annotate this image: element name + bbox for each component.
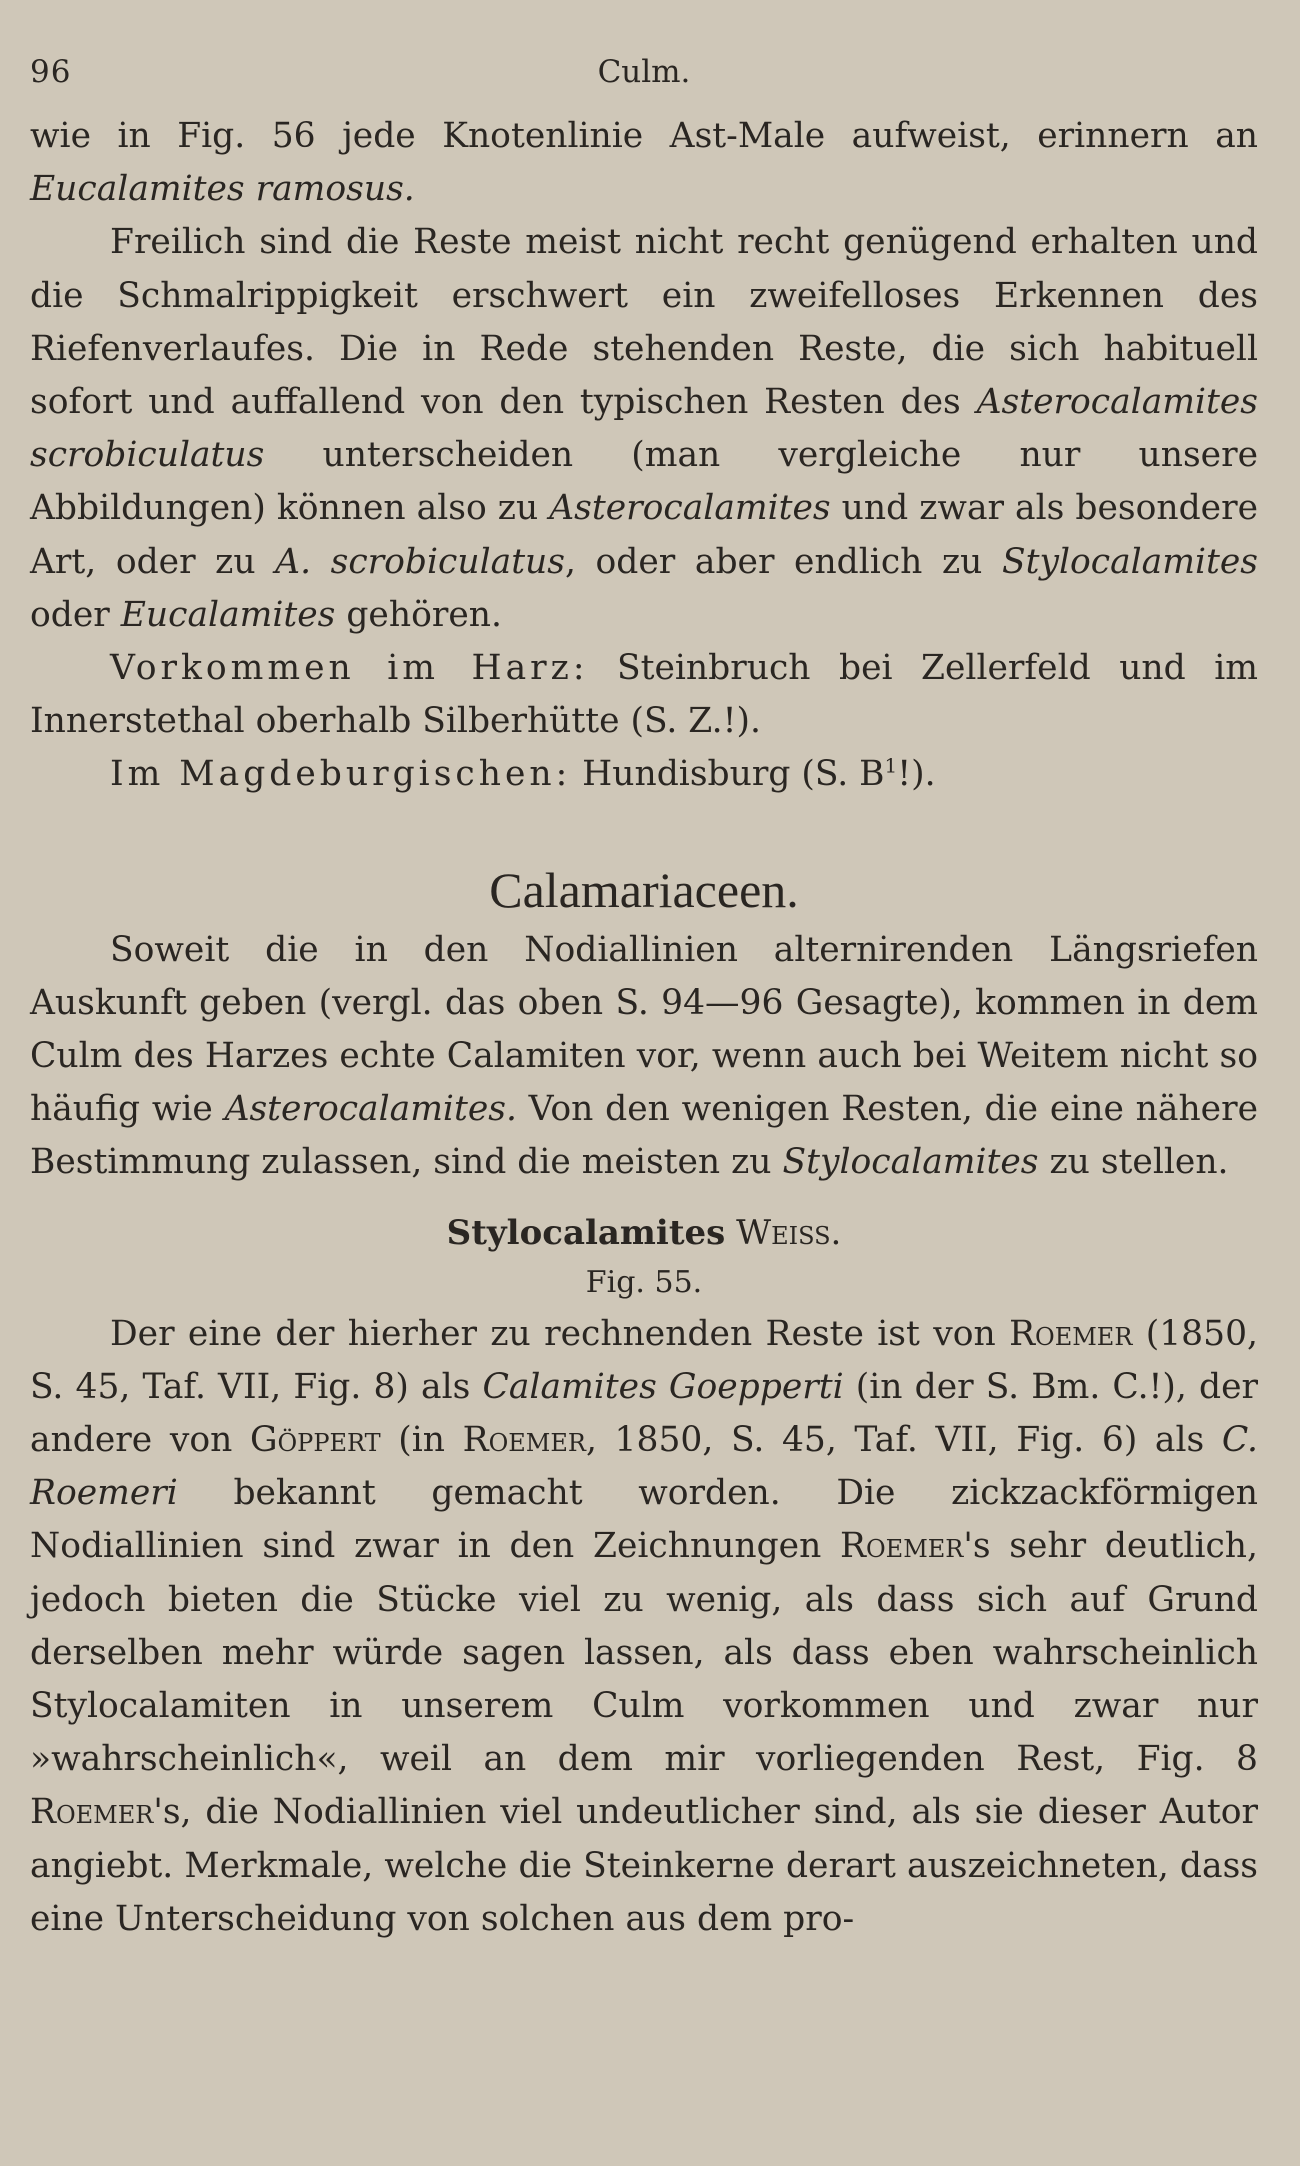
text-run: gehören.: [335, 594, 502, 635]
text-run: zu stellen.: [1038, 1142, 1229, 1183]
genus-name: Stylocalamites: [446, 1212, 726, 1253]
text-run: Von den wenigen Resten, die eine nähere Bestimmung zulassen, sind die meisten zu: [30, 1089, 1258, 1183]
subsection-title: [30, 1208, 1258, 1258]
text-run: wie in Fig. 56 jede Knotenlinie Ast-Male aufweist, erinnern an: [30, 116, 1258, 156]
text-run: Steinbruch bei Zellerfeld und im Innerstethal oberhalb Silberhütte (S. Z.!).: [30, 648, 1258, 742]
text-run: 's sehr deutlich, jedoch bieten die Stücke viel zu wenig, als dass sich auf Grund derselben mehr würde sagen lassen, als dass eben wahrscheinlich Stylocalamiten in unserem Culm vorkommen und zwar nur »wahrscheinlich«, weil an dem mir vorliegenden Rest, Fig. 8: [30, 1526, 1258, 1780]
page-number: 96: [30, 54, 72, 90]
author-name: Weiss.: [736, 1212, 842, 1253]
taxon-name: Eucalamites: [120, 594, 336, 635]
superscript: 1: [884, 753, 898, 778]
text-run: Soweit die in den Nodiallinien alternirenden Längsriefen Auskunft geben (vergl. das oben S. 94—96 Gesagte), kommen in dem Culm des Harzes echte Calamiten vor, wenn auch bei Weitem nicht so häufig wie: [30, 929, 1258, 1130]
taxon-name: A. scrobiculatus: [275, 541, 565, 582]
text-run: !).: [897, 754, 936, 795]
author-name: Roemer: [462, 1420, 586, 1461]
paragraph-remains: [30, 216, 1258, 642]
taxon-name: Stylocalamites: [1001, 541, 1258, 582]
body-text: [30, 110, 1258, 1946]
text-run: Der eine der hierher zu rechnenden Reste ist von: [110, 1313, 1010, 1354]
taxon-name: Asterocalamites: [549, 488, 831, 529]
occurrence-label: Vorkommen im Harz:: [110, 648, 589, 689]
text-run: (in: [380, 1420, 463, 1461]
author-name: Roemer: [30, 1792, 154, 1833]
occurrence-magdeburg: [30, 748, 1258, 801]
taxon-name: Calamites Goepperti: [482, 1366, 844, 1407]
text-run: unterscheiden (man vergleiche nur unsere Abbildungen) können also zu: [30, 435, 1258, 529]
text-run: oder: [30, 594, 121, 635]
taxon-name: Eucalamites ramosus.: [30, 169, 415, 210]
text-run: , 1850, S. 45, Taf. VII, Fig. 6) als: [585, 1420, 1222, 1461]
occurrence-harz: [30, 642, 1258, 748]
page-header: [30, 0, 1258, 110]
text-run: und zwar als besondere Art, oder zu: [30, 488, 1259, 582]
paragraph-eucalamites: [30, 110, 1258, 216]
text-run: (in der S. Bm. C.!), der andere von: [30, 1366, 1258, 1461]
author-name: Roemer: [840, 1526, 964, 1567]
taxon-name: Stylocalamites: [782, 1142, 1039, 1183]
text-run: 's, die Nodiallinien viel undeutlicher sind, als sie dieser Autor angiebt. Merkmale, welche die Steinkerne derart auszeichneten, dass eine Unterscheidung von solchen aus dem pro-: [30, 1792, 1258, 1939]
text-run: (1850, S. 45, Taf. VII, Fig. 8) als: [30, 1313, 1258, 1407]
taxon-name: Asterocalamites.: [224, 1089, 517, 1130]
author-name: Göppert: [249, 1420, 381, 1461]
text-run: , oder aber endlich zu: [564, 541, 1002, 582]
figure-reference: Fig. 55.: [585, 1264, 703, 1300]
taxon-name: Asterocalamites scrobiculatus: [30, 382, 1258, 476]
running-title: Culm.: [597, 54, 691, 90]
taxon-name: C. Roemeri: [30, 1420, 1258, 1514]
text-run: bekannt gemacht worden. Die zickzackförmigen Nodiallinien sind zwar in den Zeichnungen: [30, 1473, 1258, 1567]
paragraph-calamites: [30, 924, 1258, 1190]
author-name: Roemer: [1009, 1313, 1133, 1354]
paragraph-roemer: [30, 1308, 1258, 1946]
section-title: Calamariaceen.: [489, 861, 799, 918]
text-run: Hundisburg (S. B: [571, 754, 885, 795]
text-run: Freilich sind die Reste meist nicht recht genügend erhalten und die Schmalrippigkeit erschwert ein zweifelloses Erkennen des Riefenverlaufes. Die in Rede stehenden Reste, die sich habituell sofort und auffallend von den typischen Resten des: [30, 222, 1258, 423]
occurrence-label: Im Magdeburgischen:: [110, 754, 572, 795]
